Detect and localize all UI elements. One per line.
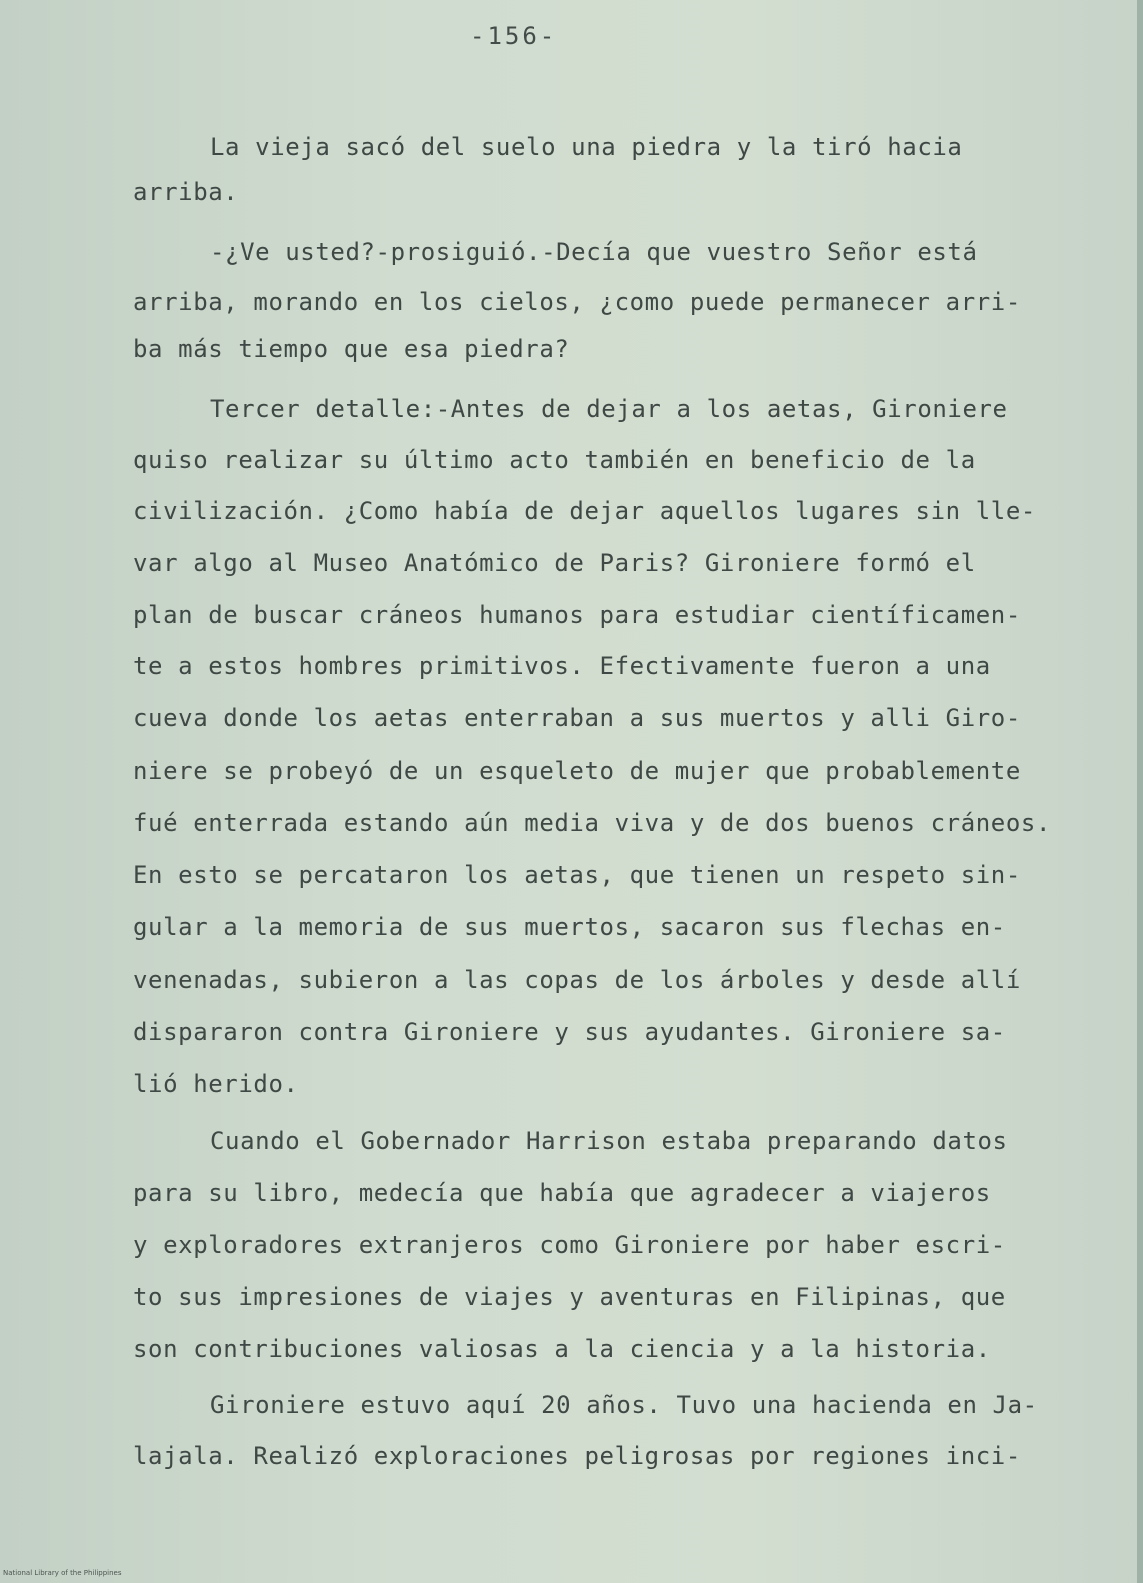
- text-line: lajala. Realizó exploraciones peligrosas por regiones inci-: [133, 1442, 1021, 1470]
- text-line: -¿Ve usted?-prosiguió.-Decía que vuestro Señor está: [210, 238, 978, 266]
- text-line: La vieja sacó del suelo una piedra y la tiró hacia: [210, 133, 963, 161]
- text-line: Cuando el Gobernador Harrison estaba preparando datos: [210, 1127, 1008, 1155]
- text-line: En esto se percataron los aetas, que tienen un respeto sin-: [133, 861, 1021, 889]
- text-line: dispararon contra Gironiere y sus ayudantes. Gironiere sa-: [133, 1018, 1006, 1046]
- text-line: niere se probeyó de un esqueleto de mujer que probablemente: [133, 757, 1021, 785]
- text-line: son contribuciones valiosas a la ciencia y a la historia.: [133, 1335, 991, 1363]
- page-number: -156-: [470, 22, 558, 50]
- text-line: civilización. ¿Como había de dejar aquellos lugares sin lle-: [133, 497, 1036, 525]
- text-line: var algo al Museo Anatómico de Paris? Gironiere formó el: [133, 549, 976, 577]
- scan-edge: [1137, 0, 1143, 1583]
- text-line: y exploradores extranjeros como Gironiere por haber escri-: [133, 1231, 1006, 1259]
- text-line: quiso realizar su último acto también en beneficio de la: [133, 446, 976, 474]
- text-line: ba más tiempo que esa piedra?: [133, 335, 570, 363]
- text-line: fué enterrada estando aún media viva y de dos buenos cráneos.: [133, 809, 1052, 837]
- text-line: Tercer detalle:-Antes de dejar a los aetas, Gironiere: [210, 395, 1008, 423]
- text-line: te a estos hombres primitivos. Efectivamente fueron a una: [133, 652, 991, 680]
- text-line: Gironiere estuvo aquí 20 años. Tuvo una hacienda en Ja-: [210, 1391, 1038, 1419]
- text-line: lió herido.: [133, 1070, 299, 1098]
- library-credit: National Library of the Philippines: [3, 1569, 122, 1577]
- text-line: venenadas, subieron a las copas de los árboles y desde allí: [133, 966, 1021, 994]
- text-line: to sus impresiones de viajes y aventuras en Filipinas, que: [133, 1283, 1006, 1311]
- text-line: arriba.: [133, 178, 239, 206]
- text-line: para su libro, medecía que había que agradecer a viajeros: [133, 1179, 991, 1207]
- text-line: arriba, morando en los cielos, ¿como puede permanecer arri-: [133, 288, 1021, 316]
- text-line: plan de buscar cráneos humanos para estudiar científicamen-: [133, 601, 1021, 629]
- text-line: gular a la memoria de sus muertos, sacaron sus flechas en-: [133, 913, 1006, 941]
- text-line: cueva donde los aetas enterraban a sus muertos y alli Giro-: [133, 704, 1021, 732]
